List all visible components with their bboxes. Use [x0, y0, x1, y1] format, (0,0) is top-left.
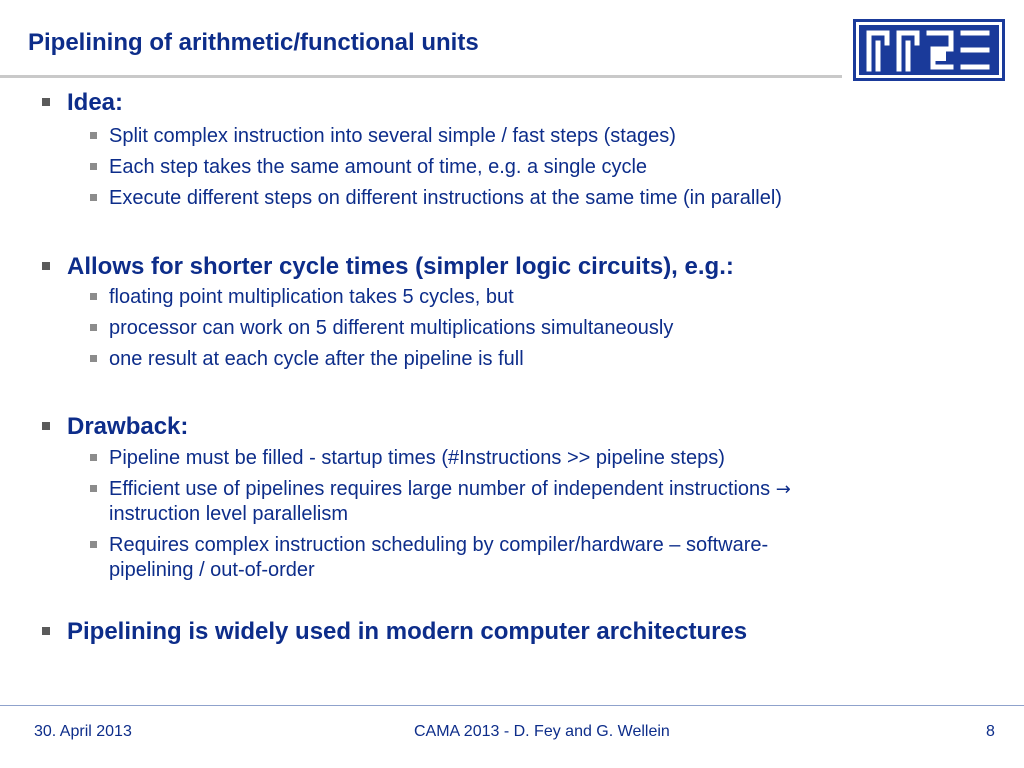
footer-date: 30. April 2013	[34, 723, 132, 740]
section-heading: Pipelining is widely used in modern computer architectures	[67, 618, 748, 645]
sub-bullet-marker	[90, 132, 97, 139]
sub-bullet-marker	[90, 485, 97, 492]
bullet-marker	[42, 262, 50, 270]
bullet-item	[109, 477, 791, 502]
bullet-item-line1: Efficient use of pipelines requires large number of independent instructions	[109, 478, 771, 500]
sub-bullet-marker	[90, 163, 97, 170]
bullet-item: processor can work on 5 different multiplications simultaneously	[109, 317, 674, 339]
bullet-item: floating point multiplication takes 5 cycles, but	[109, 286, 514, 308]
page-number: 8	[986, 723, 995, 740]
footer-course-authors: CAMA 2013 - D. Fey and G. Wellein	[414, 723, 670, 740]
section-heading: Allows for shorter cycle times (simpler logic circuits), e.g.:	[67, 253, 734, 280]
bullet-marker	[42, 98, 50, 106]
sub-bullet-marker	[90, 355, 97, 362]
right-arrow-icon: →	[775, 479, 791, 500]
sub-bullet-marker	[90, 454, 97, 461]
bullet-item: Pipeline must be filled - startup times (#Instructions >> pipeline steps)	[109, 447, 725, 469]
bullet-marker	[42, 627, 50, 635]
bullet-item: Split complex instruction into several simple / fast steps (stages)	[109, 125, 676, 147]
bullet-item-continuation: pipelining / out-of-order	[109, 559, 315, 581]
section-heading: Drawback:	[67, 413, 189, 440]
title-divider	[0, 75, 842, 78]
sub-bullet-marker	[90, 293, 97, 300]
bullet-item: Requires complex instruction scheduling by compiler/hardware – software-	[109, 534, 769, 556]
sub-bullet-marker	[90, 194, 97, 201]
slide-title: Pipelining of arithmetic/functional units	[28, 29, 479, 56]
sub-bullet-marker	[90, 324, 97, 331]
bullet-item: Each step takes the same amount of time, e.g. a single cycle	[109, 156, 648, 178]
bullet-item: one result at each cycle after the pipeline is full	[109, 348, 524, 370]
sub-bullet-marker	[90, 541, 97, 548]
bullet-marker	[42, 422, 50, 430]
bullet-item: Execute different steps on different instructions at the same time (in parallel)	[109, 187, 782, 209]
rrze-logo	[853, 19, 1005, 81]
footer-divider	[0, 705, 1024, 706]
section-heading: Idea:	[67, 89, 124, 116]
bullet-item-continuation: instruction level parallelism	[109, 503, 348, 525]
